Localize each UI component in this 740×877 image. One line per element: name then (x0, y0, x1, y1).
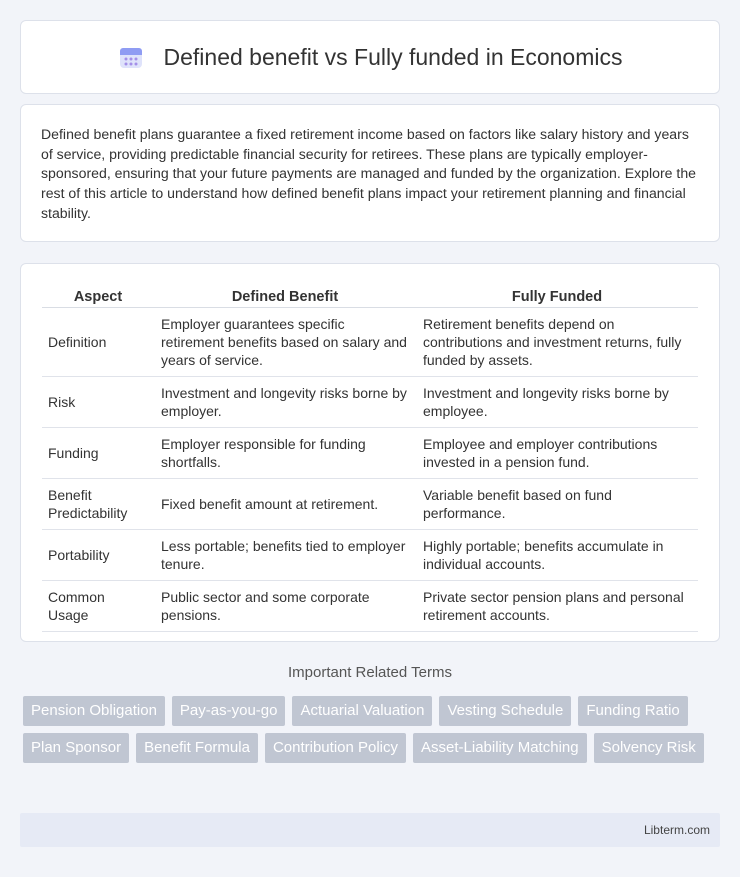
row-aspect: Risk (42, 377, 154, 428)
header-aspect: Aspect (42, 286, 154, 308)
row-aspect: Benefit Predictability (42, 479, 154, 530)
intro-text: Defined benefit plans guarantee a fixed retirement income based on factors like salary history and years of service, providing predictable financial security for retirees. These plans are typically employer-sponsored, ensuring that your future payments are managed and funded by the organization. Explore the rest of this article to understand how defined benefit plans impact your retirement planning and financial stability. (41, 126, 697, 221)
row-fully-funded: Variable benefit based on fund performance. (416, 479, 698, 530)
row-fully-funded: Retirement benefits depend on contributions and investment returns, fully funded by assets. (416, 308, 698, 377)
header-fully-funded: Fully Funded (416, 286, 698, 308)
row-fully-funded: Employee and employer contributions invested in a pension fund. (416, 428, 698, 479)
related-term-tag[interactable]: Benefit Formula (136, 733, 258, 763)
related-terms-title: Important Related Terms (288, 664, 452, 681)
header-defined-benefit: Defined Benefit (154, 286, 416, 308)
related-term-tag[interactable]: Pay-as-you-go (172, 696, 286, 726)
table-row (42, 377, 698, 428)
table-row (42, 581, 698, 632)
footer (20, 813, 720, 847)
footer-site-link[interactable]: Libterm.com (643, 823, 710, 837)
row-defined-benefit: Public sector and some corporate pensions. (154, 581, 416, 632)
page-title: Defined benefit vs Fully funded in Economics (163, 43, 623, 70)
row-defined-benefit: Employer guarantees specific retirement benefits based on salary and years of service. (154, 308, 416, 377)
row-aspect: Definition (42, 308, 154, 377)
row-fully-funded: Highly portable; benefits accumulate in individual accounts. (416, 530, 698, 581)
row-defined-benefit: Less portable; benefits tied to employer tenure. (154, 530, 416, 581)
row-aspect: Common Usage (42, 581, 154, 632)
related-terms-list (23, 696, 723, 763)
related-term-tag[interactable]: Vesting Schedule (439, 696, 571, 726)
table-row (42, 479, 698, 530)
related-term-tag[interactable]: Contribution Policy (265, 733, 406, 763)
related-term-tag[interactable]: Solvency Risk (594, 733, 704, 763)
row-defined-benefit: Employer responsible for funding shortfalls. (154, 428, 416, 479)
comparison-table (42, 286, 698, 632)
row-aspect: Portability (42, 530, 154, 581)
related-term-tag[interactable]: Funding Ratio (578, 696, 687, 726)
row-defined-benefit: Investment and longevity risks borne by employer. (154, 377, 416, 428)
row-aspect: Funding (42, 428, 154, 479)
related-term-tag[interactable]: Asset-Liability Matching (413, 733, 587, 763)
table-row (42, 428, 698, 479)
row-defined-benefit: Fixed benefit amount at retirement. (154, 479, 416, 530)
table-row (42, 530, 698, 581)
calendar-icon (118, 44, 144, 70)
intro-card (20, 104, 720, 242)
related-term-tag[interactable]: Pension Obligation (23, 696, 165, 726)
row-fully-funded: Private sector pension plans and personal retirement accounts. (416, 581, 698, 632)
table-header-row (42, 286, 698, 308)
related-term-tag[interactable]: Actuarial Valuation (292, 696, 432, 726)
row-fully-funded: Investment and longevity risks borne by employee. (416, 377, 698, 428)
comparison-table-card (20, 263, 720, 642)
related-term-tag[interactable]: Plan Sponsor (23, 733, 129, 763)
table-row (42, 308, 698, 377)
header-card (20, 20, 720, 94)
